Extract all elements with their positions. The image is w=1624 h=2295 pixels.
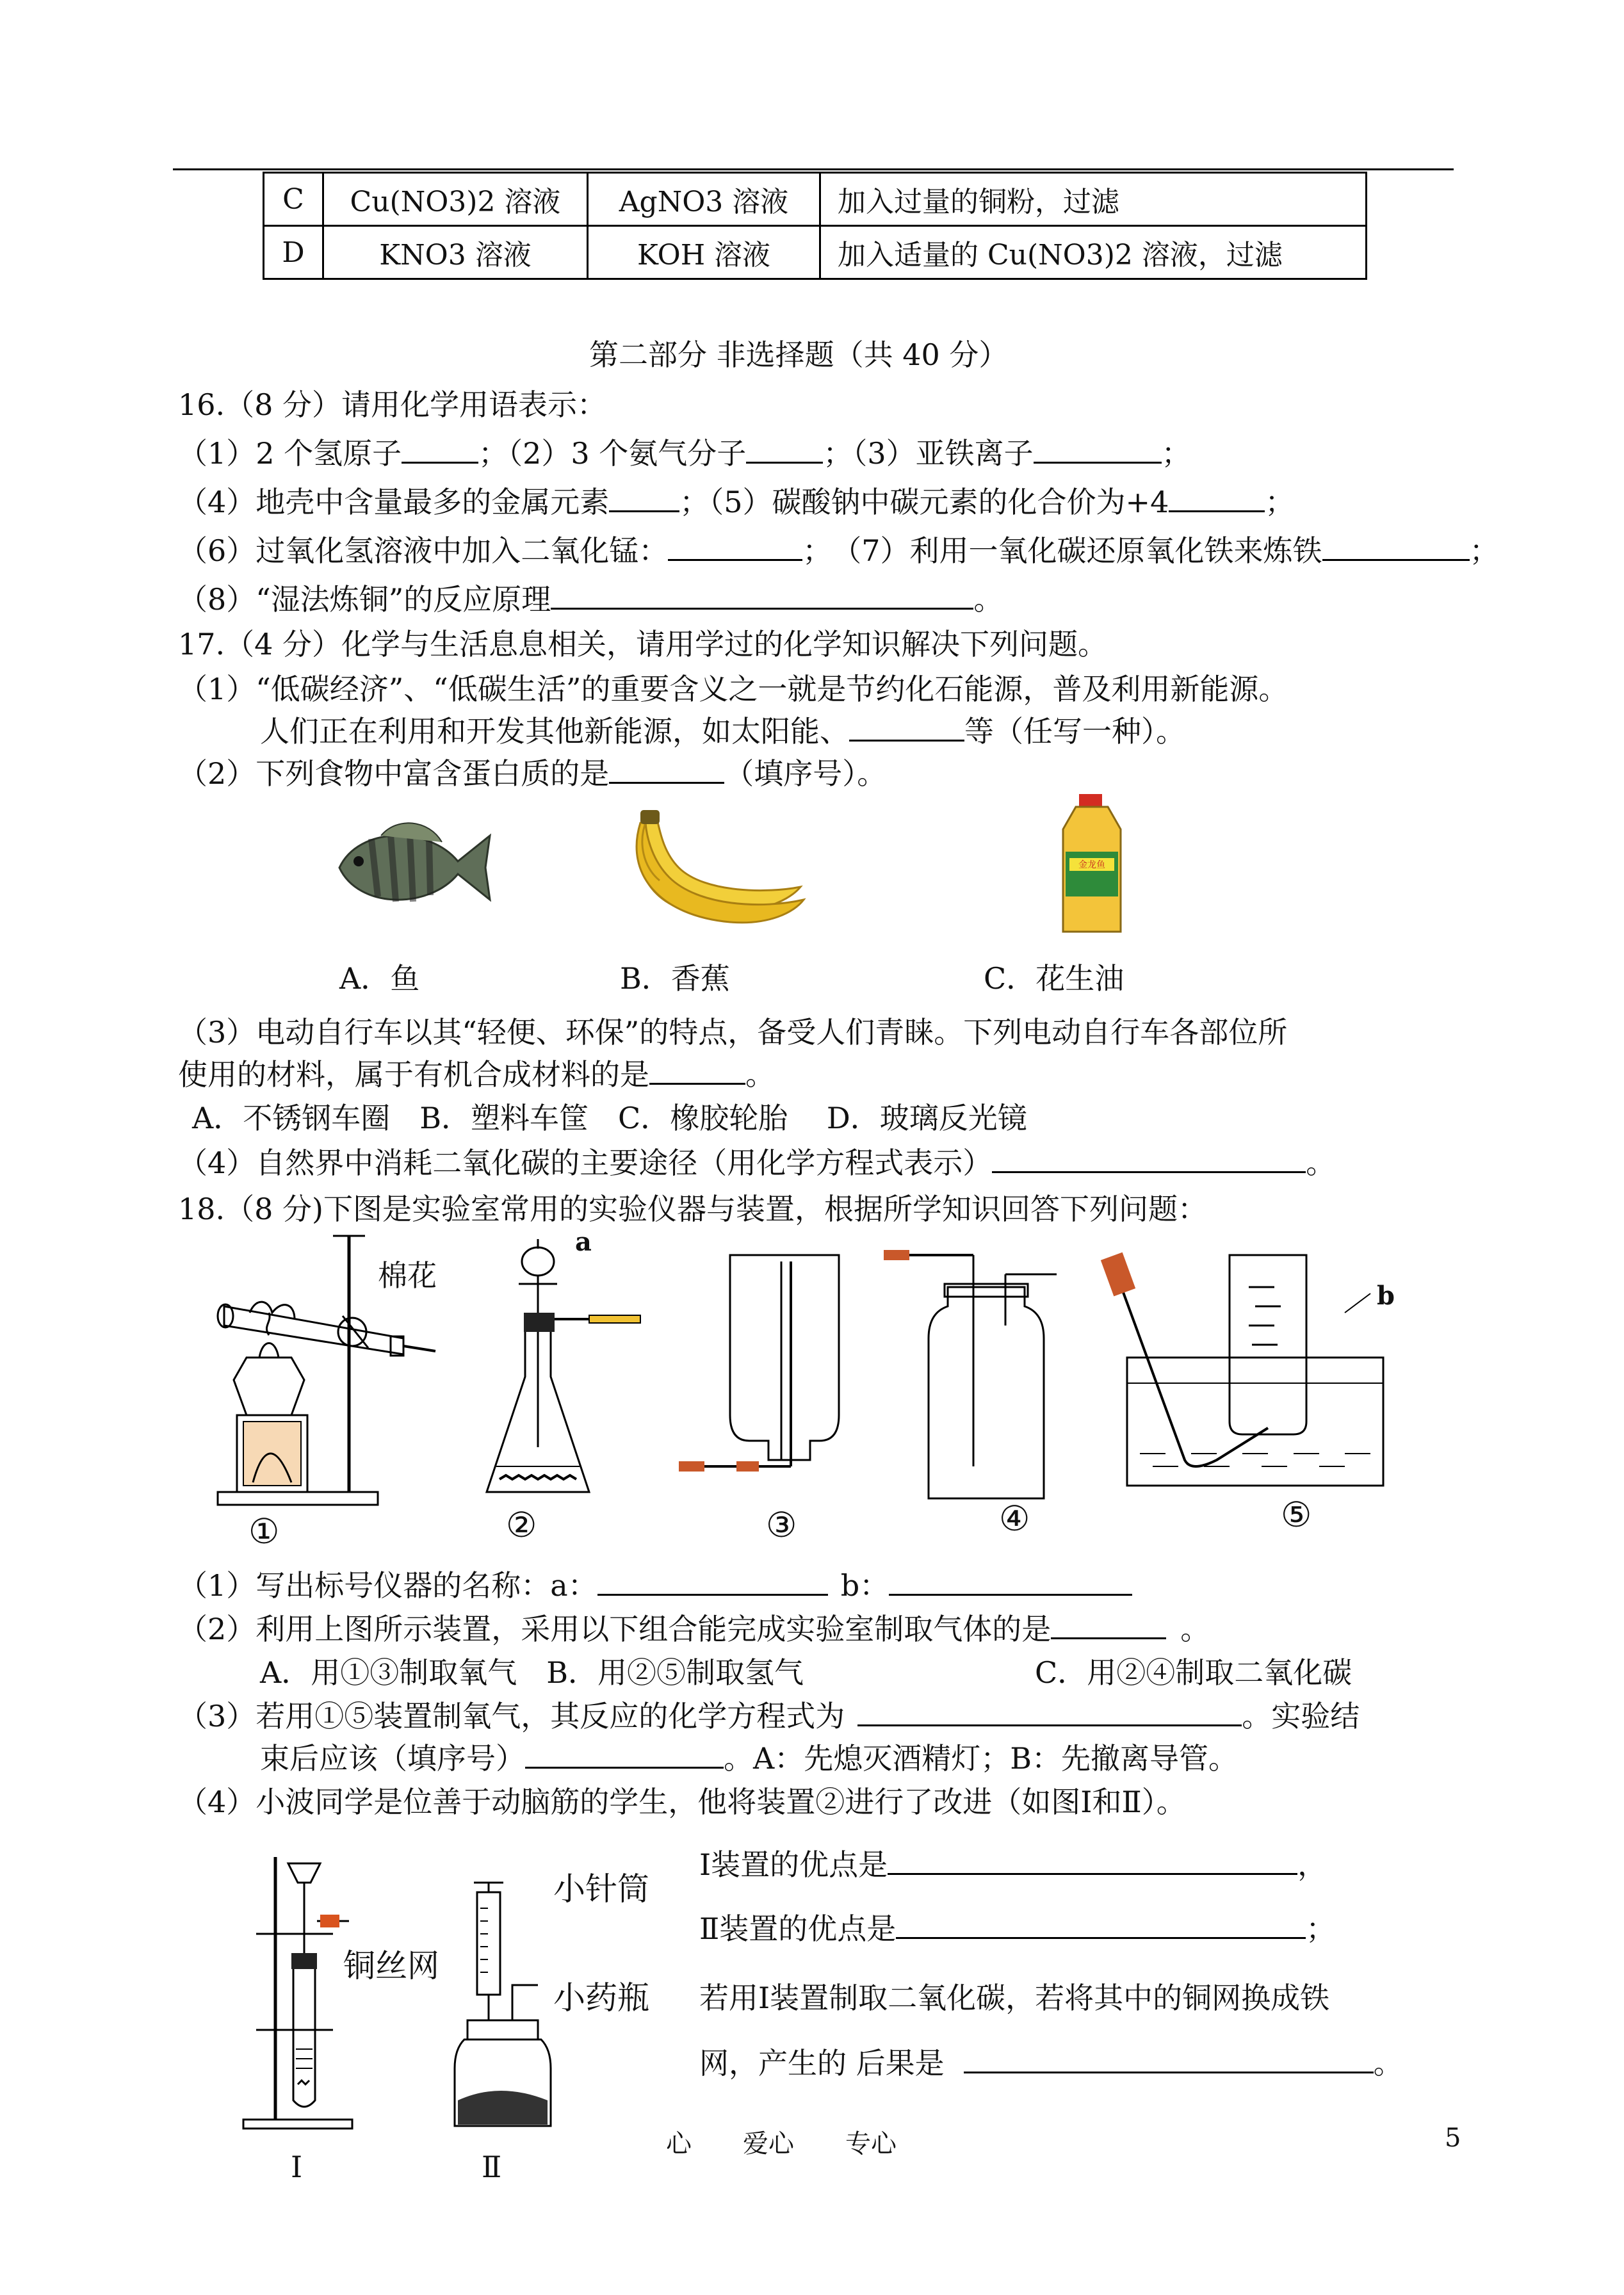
q18-text: b： (840, 1568, 889, 1603)
answer-blank[interactable] (1051, 1612, 1166, 1639)
q16-text: ； (1265, 485, 1295, 519)
q17-text: 。 (745, 1057, 775, 1092)
answer-blank[interactable] (888, 1847, 1297, 1875)
q17-p2 (178, 753, 886, 794)
q17-text: （2）下列食物中富含蛋白质的是 (178, 756, 610, 791)
answer-blank[interactable] (964, 2046, 1374, 2073)
q18-text: Ⅱ装置的优点是 (699, 1911, 897, 1946)
table-cell: Cu(NO3)2 溶液 (323, 173, 588, 226)
q18-text: （1）写出标号仪器的名称：a： (178, 1568, 597, 1603)
q16-text: ；（3）亚铁离子 (823, 436, 1034, 471)
answer-blank[interactable] (649, 1057, 745, 1085)
food-label-a: A．鱼 (339, 961, 420, 996)
q16-text: （8）“湿法炼铜”的反应原理 (178, 582, 551, 617)
section-title: 第二部分 非选择题（共 40 分） (589, 337, 1009, 372)
q18-adv3: 若用Ⅰ装置制取二氧化碳，若将其中的铜网换成铁 (699, 1981, 1330, 2015)
food-label-b: B．香蕉 (620, 961, 730, 996)
label-num-2: ② (506, 1505, 537, 1545)
q17-p1a: （1）“低碳经济”、“低碳生活”的重要含义之一就是节约化石能源，普及利用新能源。 (178, 672, 1288, 706)
q18-q1 (178, 1565, 1132, 1606)
label-cotton: 棉花 (378, 1258, 437, 1293)
table-cell: KOH 溶液 (588, 226, 820, 279)
q16-line1 (178, 433, 1191, 474)
q17-text: （4）自然界中消耗二氧化碳的主要途径（用化学方程式表示） (178, 1146, 993, 1180)
q18-text: 。 (1373, 2046, 1403, 2080)
q17-text: 。 (1306, 1146, 1336, 1180)
q17-p4 (178, 1142, 1335, 1183)
q16-text: ； (1161, 436, 1191, 471)
label-syringe: 小针筒 (553, 1870, 649, 1908)
q16-text: （4）地壳中含量最多的金属元素 (178, 485, 610, 519)
q18-text: Ⅰ装置的优点是 (699, 1847, 888, 1882)
answer-blank[interactable] (992, 1146, 1306, 1173)
label-device-II: Ⅱ (482, 2150, 502, 2184)
q17-text: 人们正在利用和开发其他新能源，如太阳能、 (260, 714, 849, 749)
answer-blank[interactable] (1169, 485, 1265, 512)
answer-blank[interactable] (609, 485, 679, 512)
banana-image (608, 804, 813, 932)
apparatus-5-water-trough (1101, 1242, 1409, 1498)
q17-header: 17.（4 分）化学与生活息息相关，请用学过的化学知识解决下列问题。 (178, 627, 1108, 661)
q16-text: ；（2）3 个氨气分子 (478, 436, 747, 471)
label-num-1: ① (248, 1511, 280, 1552)
apparatus-2-flask (474, 1236, 679, 1518)
answer-blank[interactable] (1034, 436, 1162, 464)
q18-q2-options-ab: A．用①③制取氧气 B．用②⑤制取氢气 (260, 1655, 804, 1690)
q18-text: 。实验结 (1242, 1699, 1360, 1733)
answer-blank[interactable] (402, 436, 478, 464)
q16-line2 (178, 482, 1294, 523)
answer-blank[interactable] (1322, 533, 1470, 561)
q18-adv2 (699, 1908, 1335, 1949)
label-device-I: Ⅰ (291, 2150, 303, 2184)
table-cell: AgNO3 溶液 (588, 173, 820, 226)
q18-text: 。A：先熄灭酒精灯；B：先撤离导管。 (724, 1741, 1238, 1776)
q18-text: ； (1306, 1911, 1336, 1946)
q18-q3-line2 (260, 1738, 1238, 1779)
label-copper-mesh: 铜丝网 (343, 1947, 439, 1984)
q16-text: （1）2 个氢原子 (178, 436, 402, 471)
label-vial: 小药瓶 (553, 1979, 649, 2016)
q18-q2 (178, 1609, 1210, 1650)
q16-text: ； (1469, 533, 1499, 568)
q18-adv1 (699, 1844, 1327, 1885)
q17-text: 使用的材料，属于有机合成材料的是 (178, 1057, 649, 1092)
answer-blank[interactable] (896, 1911, 1306, 1939)
q16-line3 (178, 530, 1499, 571)
q16-line4 (178, 579, 1003, 620)
header-rule (173, 168, 1454, 170)
q17-p3-options: A．不锈钢车圈 B．塑料车筐 C．橡胶轮胎 D．玻璃反光镜 (192, 1101, 1027, 1135)
q16-header: 16.（8 分）请用化学用语表示： (178, 387, 607, 422)
q16-text: 。 (973, 582, 1003, 617)
device-I-diagram (237, 1844, 391, 2139)
table-cell: KNO3 溶液 (323, 226, 588, 279)
oil-brand-label: 金龙鱼 (1078, 860, 1105, 870)
page-number: 5 (1445, 2123, 1461, 2153)
q18-text: 束后应该（填序号） (260, 1741, 525, 1776)
label-a: a (575, 1227, 592, 1257)
footer-text: 心 爱心 专心 (666, 2129, 897, 2159)
table-cell: 加入过量的铜粉，过滤 (820, 173, 1367, 226)
q17-p3a: （3）电动自行车以其“轻便、环保”的特点，备受人们青睐。下列电动自行车各部位所 (178, 1015, 1288, 1050)
fish-image (320, 813, 499, 922)
q16-text: ；（5）碳酸钠中碳元素的化合价为+4 (679, 485, 1169, 519)
answer-blank[interactable] (551, 582, 973, 610)
q18-text: ， (1297, 1847, 1328, 1882)
table-cell: 加入适量的 Cu(NO3)2 溶液，过滤 (820, 226, 1367, 279)
q17-text: 等（任写一种）。 (964, 714, 1185, 749)
table-cell: C (264, 173, 323, 226)
q18-q3-line1 (178, 1696, 1360, 1737)
q18-header: 18.（8 分)下图是实验室常用的实验仪器与装置，根据所学知识回答下列问题： (178, 1192, 1207, 1226)
label-b: b (1377, 1281, 1395, 1311)
answer-blank[interactable] (849, 714, 964, 742)
answer-blank[interactable] (668, 533, 802, 561)
q16-text: （6）过氧化氢溶液中加入二氧化锰： (178, 533, 669, 568)
food-label-c: C．花生油 (984, 961, 1125, 996)
apparatus-3-inverted-bottle (672, 1249, 865, 1505)
table-cell: D (264, 226, 323, 279)
table-row (264, 173, 1367, 226)
q18-text: （2）利用上图所示装置，采用以下组合能完成实验室制取气体的是 (178, 1612, 1052, 1646)
answer-blank[interactable] (746, 436, 823, 464)
answer-blank[interactable] (889, 1568, 1132, 1596)
q18-text: 网，产生的 后果是 (699, 2046, 945, 2080)
oil-bottle-image (1050, 794, 1133, 938)
q18-q2-options-c: C．用②④制取二氧化碳 (1035, 1655, 1352, 1690)
answer-blank[interactable] (597, 1568, 828, 1596)
label-num-4: ④ (999, 1498, 1030, 1539)
q18-text: 。 (1180, 1612, 1210, 1646)
q17-p1-line2 (260, 711, 1185, 752)
answer-blank[interactable] (525, 1741, 724, 1769)
apparatus-4-gas-bottle (877, 1249, 1082, 1505)
answer-blank[interactable] (609, 756, 724, 784)
table-row (264, 226, 1367, 279)
q18-q4: （4）小波同学是位善于动脑筋的学生，他将装置②进行了改进（如图Ⅰ和Ⅱ）。 (178, 1785, 1186, 1819)
label-num-5: ⑤ (1281, 1495, 1312, 1535)
options-table (263, 172, 1367, 280)
q18-adv4 (699, 2043, 1403, 2084)
q18-text: （3）若用①⑤装置制氧气，其反应的化学方程式为 (178, 1699, 845, 1733)
q16-text: ； （7）利用一氧化碳还原氧化铁来炼铁 (802, 533, 1322, 568)
q17-p3-line2 (178, 1054, 775, 1095)
answer-blank[interactable] (857, 1699, 1242, 1726)
label-num-3: ③ (766, 1505, 797, 1545)
q17-text: （填序号）。 (724, 756, 887, 791)
